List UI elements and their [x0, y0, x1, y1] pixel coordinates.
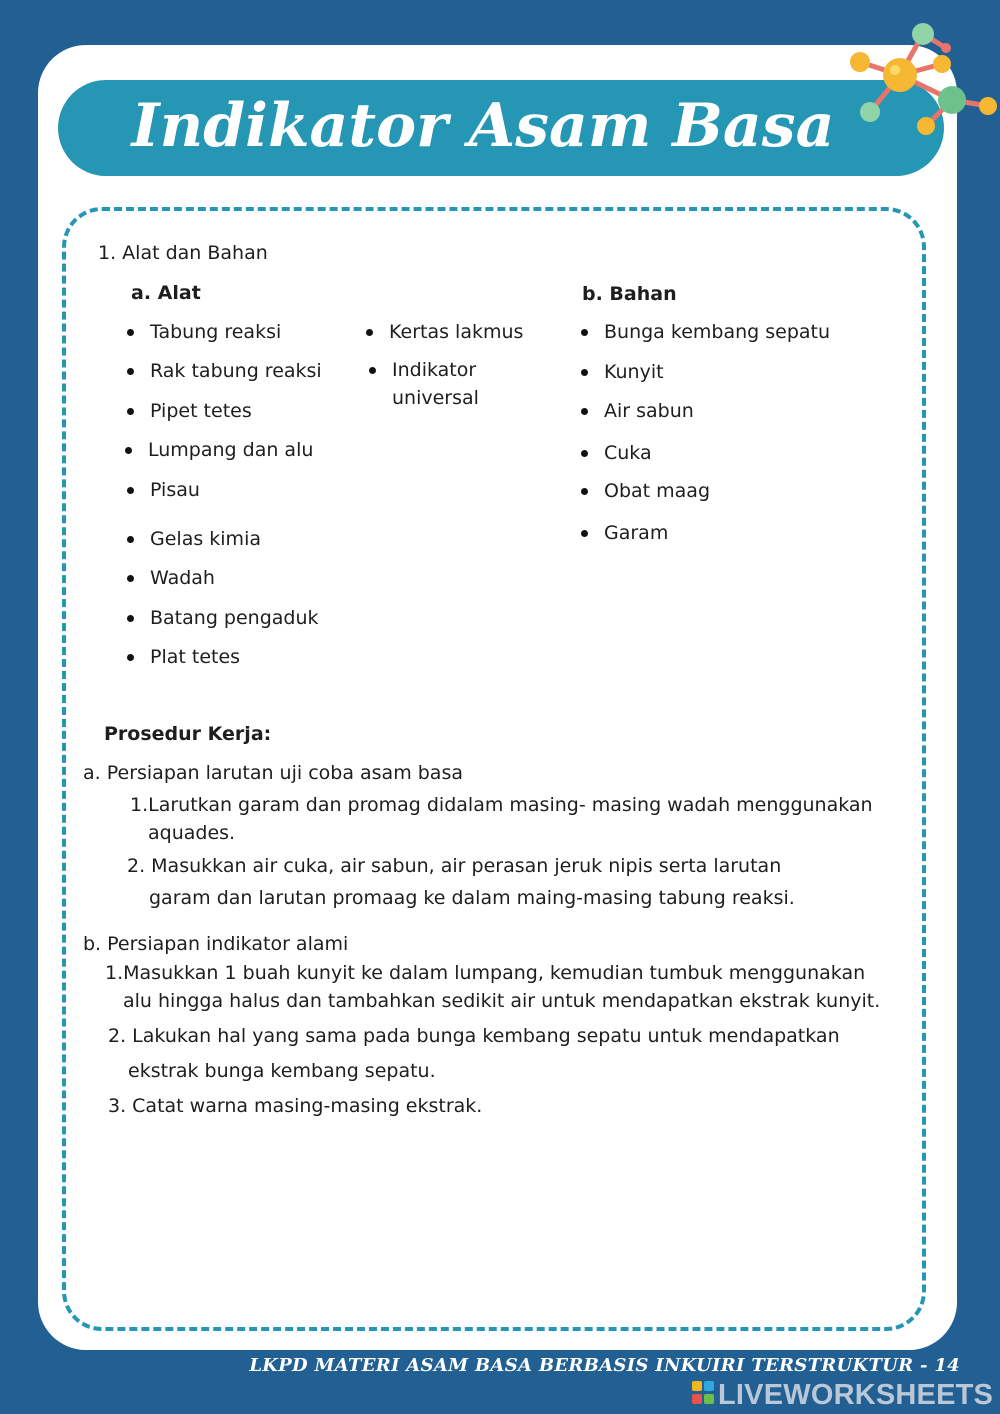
prosedur-step-continuation: garam dan larutan promaag ke dalam maing-masing tabung reaksi. — [149, 887, 795, 909]
liveworksheets-logo-icon — [692, 1381, 716, 1407]
prosedur-step: 1.Masukkan 1 buah kunyit ke dalam lumpang, kemudian tumbuk menggunakan — [105, 962, 866, 984]
bullet-icon — [369, 367, 376, 374]
section-heading: 1. Alat dan Bahan — [98, 242, 268, 264]
bullet-icon — [581, 450, 588, 457]
prosedur-step-continuation: ekstrak bunga kembang sepatu. — [128, 1060, 436, 1082]
list-item: Indikator — [392, 359, 477, 381]
list-item: Batang pengaduk — [150, 607, 319, 629]
bullet-icon — [127, 487, 134, 494]
list-item: Lumpang dan alu — [148, 439, 314, 461]
list-item: Wadah — [150, 567, 215, 589]
prosedur-heading: Prosedur Kerja: — [104, 723, 272, 745]
molecule-icon — [840, 20, 1000, 140]
list-item: Kunyit — [604, 361, 664, 383]
bullet-icon — [127, 329, 134, 336]
bahan-heading: b. Bahan — [582, 283, 677, 305]
bullet-icon — [127, 368, 134, 375]
bullet-icon — [581, 329, 588, 336]
bullet-icon — [127, 615, 134, 622]
list-item: Air sabun — [604, 400, 694, 422]
list-item-continuation: universal — [392, 387, 479, 409]
list-item: Garam — [604, 522, 669, 544]
alat-heading: a. Alat — [131, 282, 201, 304]
prosedur-b-heading: b. Persiapan indikator alami — [83, 933, 349, 955]
prosedur-step-continuation: alu hingga halus dan tambahkan sedikit air untuk mendapatkan ekstrak kunyit. — [123, 990, 881, 1012]
list-item: Cuka — [604, 442, 652, 464]
bullet-icon — [581, 408, 588, 415]
prosedur-step: 2. Masukkan air cuka, air sabun, air perasan jeruk nipis serta larutan — [127, 855, 782, 877]
bullet-icon — [125, 447, 132, 454]
list-item: Pisau — [150, 479, 200, 501]
liveworksheets-watermark — [692, 1378, 992, 1412]
page-title: Indikator Asam Basa — [131, 91, 835, 161]
list-item: Pipet tetes — [150, 400, 252, 422]
footer-text: LKPD MATERI ASAM BASA BERBASIS INKUIRI TERSTRUKTUR - 14 — [249, 1355, 960, 1376]
list-item: Obat maag — [604, 480, 711, 502]
bullet-icon — [127, 654, 134, 661]
prosedur-step: 2. Lakukan hal yang sama pada bunga kembang sepatu untuk mendapatkan — [108, 1025, 840, 1047]
bullet-icon — [127, 536, 134, 543]
bullet-icon — [366, 329, 373, 336]
bullet-icon — [581, 488, 588, 495]
list-item: Tabung reaksi — [150, 321, 282, 343]
prosedur-a-heading: a. Persiapan larutan uji coba asam basa — [83, 762, 463, 784]
list-item: Plat tetes — [150, 646, 241, 668]
list-item: Gelas kimia — [150, 528, 261, 550]
prosedur-step-continuation: aquades. — [148, 822, 236, 844]
bullet-icon — [581, 369, 588, 376]
bullet-icon — [581, 530, 588, 537]
list-item: Kertas lakmus — [389, 321, 524, 343]
prosedur-step: 3. Catat warna masing-masing ekstrak. — [108, 1095, 483, 1117]
bullet-icon — [127, 408, 134, 415]
prosedur-step: 1.Larutkan garam dan promag didalam masing- masing wadah menggunakan — [130, 794, 873, 816]
list-item: Rak tabung reaksi — [150, 360, 322, 382]
bullet-icon — [127, 575, 134, 582]
list-item: Bunga kembang sepatu — [604, 321, 831, 343]
watermark-text: LIVEWORKSHEETS — [718, 1379, 994, 1411]
